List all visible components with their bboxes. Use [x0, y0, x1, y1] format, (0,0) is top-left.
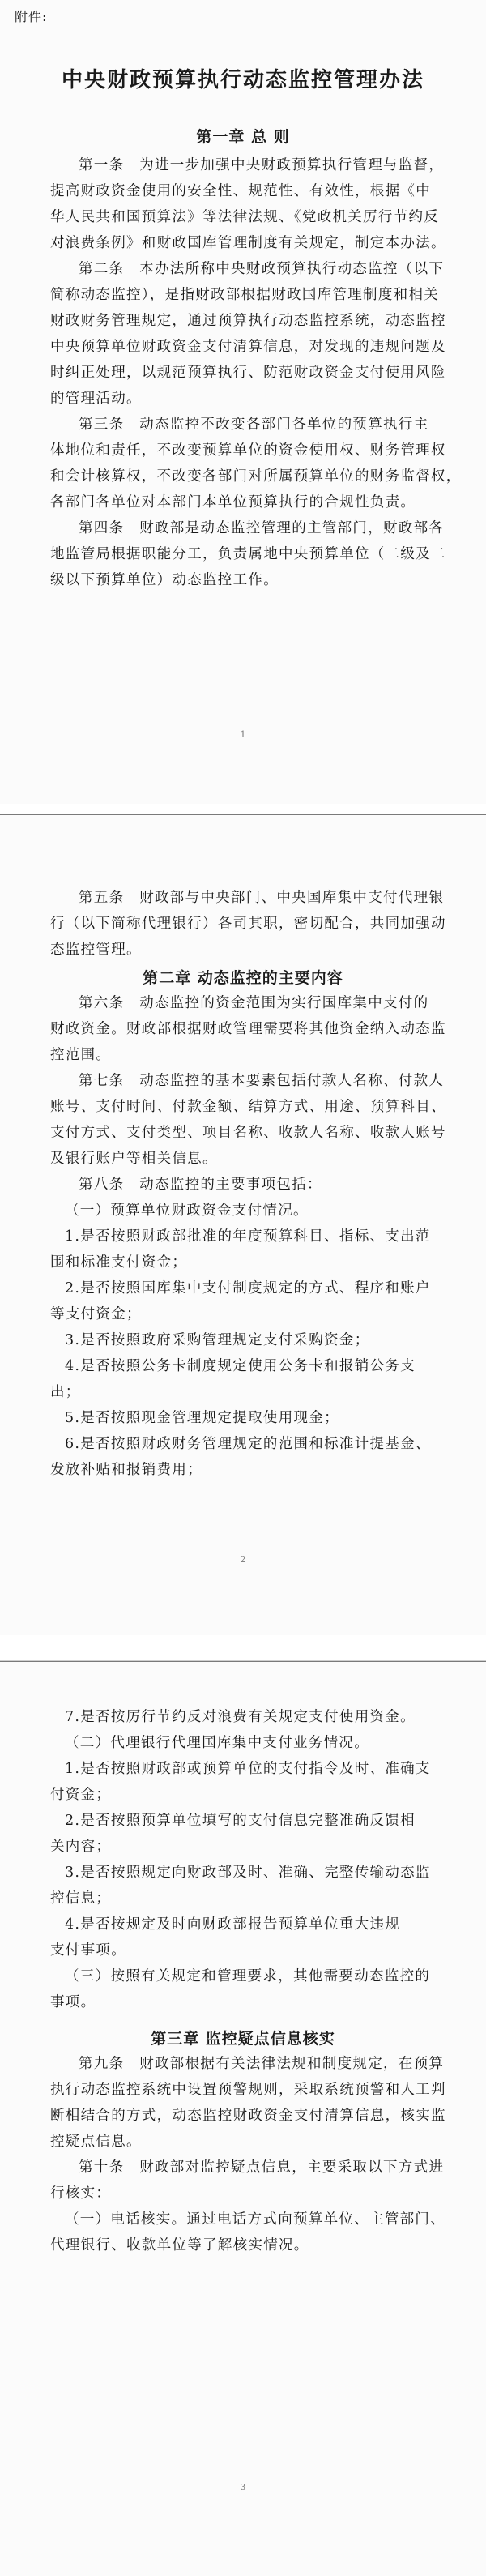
list-item: 1.是否按照财政部批准的年度预算科目、指标、支出范 围和标准支付资金；	[50, 1228, 431, 1271]
chapter-heading: 第三章 监控疑点信息核实	[151, 2030, 335, 2048]
paragraph: 第九条 财政部根据有关法律法规和制度规定，在预算 执行动态监控系统中设置预警规则，采取系统预警和人工判 断相结合的方式，动态监控财政资金支付清算信息，核实监 控疑点信息。	[50, 2056, 446, 2150]
document-page-1	[0, 0, 486, 804]
list-item: 5.是否按照现金管理规定提取使用现金；	[65, 1410, 339, 1426]
list-item: 1.是否按照财政部或预算单位的支付指令及时、准确支 付资金；	[50, 1761, 431, 1803]
paragraph: 第五条 财政部与中央部门、中央国库集中支付代理银 行（以下简称代理银行）各司其职，密切配合，共同加强动 态监控管理。	[50, 890, 446, 958]
list-item: 3.是否按照规定向财政部及时、准确、完整传输动态监 控信息；	[50, 1865, 431, 1907]
list-item: （三）按照有关规定和管理要求，其他需要动态监控的 事项。	[50, 1968, 431, 2010]
list-item: 3.是否按照政府采购管理规定支付采购资金；	[65, 1332, 370, 1348]
document-page-2	[0, 814, 486, 1636]
paragraph: 第四条 财政部是动态监控管理的主管部门，财政部各 地监管局根据职能分工，负责属地中央预算单位（二级及二 级以下预算单位）动态监控工作。	[50, 520, 446, 588]
list-item: 4.是否按照公务卡制度规定使用公务卡和报销公务支 出；	[50, 1358, 416, 1400]
paragraph: 第三条 动态监控不改变各部门各单位的预算执行主 体地位和责任，不改变预算单位的资金使用权、财务管理权 和会计核算权，不改变各部门对所属预算单位的财务监督权， 各部门各单位对本部门本单位预算执行的合规性负责。	[50, 417, 462, 511]
document-title: 中央财政预算执行动态监控管理办法	[61, 68, 424, 92]
paragraph: 第七条 动态监控的基本要素包括付款人名称、付款人 账号、支付时间、付款金额、结算方式、用途、预算科目、 支付方式、支付类型、项目名称、收款人名称、收款人账号 及银行账户等相关信息。	[50, 1073, 446, 1167]
list-item: 2.是否按照预算单位填写的支付信息完整准确反馈相 关内容；	[50, 1813, 416, 1855]
list-item: （一）预算单位财政资金支付情况。	[65, 1203, 309, 1219]
page-number: 3	[240, 2482, 246, 2493]
paragraph: 第八条 动态监控的主要事项包括：	[79, 1177, 322, 1193]
paragraph: 第一条 为进一步加强中央财政预算执行管理与监督， 提高财政资金使用的安全性、规范性、有效性，根据《中 华人民共和国预算法》等法律法规、《党政机关厉行节约反 对浪费条例》和财政国库管理制度有关规定，制定本办法。	[50, 157, 446, 251]
page-gap	[0, 804, 486, 814]
paragraph: 第六条 动态监控的资金范围为实行国库集中支付的 财政资金。财政部根据财政管理需要将其他资金纳入动态监 控范围。	[50, 995, 446, 1063]
list-item: 6.是否按照财政财务管理规定的范围和标准计提基金、 发放补贴和报销费用；	[50, 1436, 431, 1478]
page-number: 2	[240, 1554, 246, 1565]
paragraph: 第十条 财政部对监控疑点信息，主要采取以下方式进 行核实：	[50, 2159, 445, 2202]
document-page-3	[0, 1661, 486, 2576]
list-item: 7.是否按厉行节约反对浪费有关规定支付使用资金。	[65, 1709, 416, 1725]
page-gap	[0, 1635, 486, 1661]
list-item: 4.是否按规定及时向财政部报告预算单位重大违规 支付事项。	[50, 1916, 401, 1959]
list-item: （二）代理银行代理国库集中支付业务情况。	[65, 1735, 369, 1751]
list-item: （一）电话核实。通过电话方式向预算单位、主管部门、 代理银行、收款单位等了解核实情况。	[50, 2211, 446, 2253]
page-number: 1	[240, 729, 246, 740]
paragraph: 第二条 本办法所称中央财政预算执行动态监控（以下 简称动态监控），是指财政部根据财政国库管理制度和相关 财政财务管理规定，通过预算执行动态监控系统，动态监控 中央预算单位财政资金支付清算信息，对发现的违规问题及 时纠正处理，以规范预算执行、防范财政资金支付使用风险 的管理活动。	[50, 261, 446, 407]
list-item: 2.是否按照国库集中支付制度规定的方式、程序和账户 等支付资金；	[50, 1280, 431, 1322]
chapter-heading: 第一章 总 则	[196, 128, 290, 146]
chapter-heading: 第二章 动态监控的主要内容	[143, 969, 343, 987]
attachment-label: 附件:	[15, 9, 48, 24]
